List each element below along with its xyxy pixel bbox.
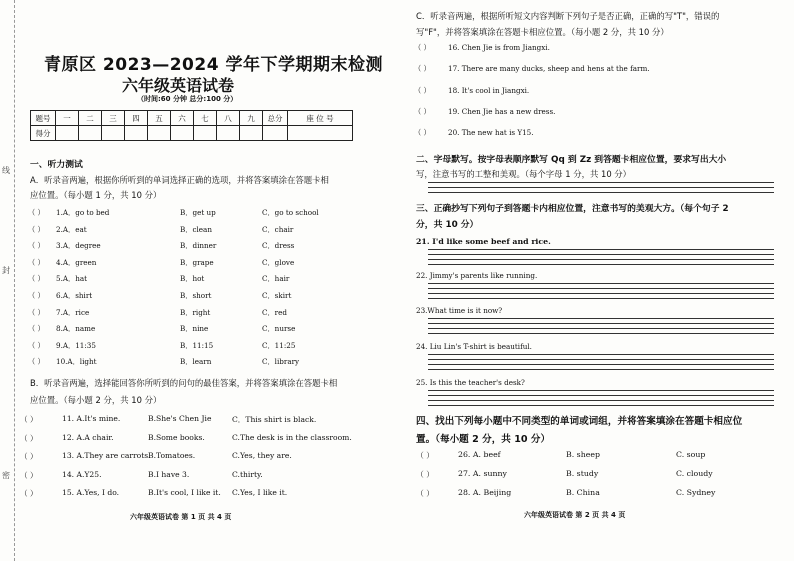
option-c: C．hair [262,274,290,283]
writing-line [428,249,774,250]
score-cell: 七 [194,111,217,126]
writing-line [428,192,774,193]
answer-bracket[interactable]: （ ） [28,241,45,250]
writing-line [428,298,774,299]
statement: 16. Chen Jie is from Jiangxi. [448,43,550,52]
option-a: 4.A．green [56,258,97,267]
sentence-21: 21. I'd like some beef and rice. [416,237,551,246]
option-c: C．nurse [262,324,296,333]
writing-line [428,359,774,360]
statement: 19. Chen Jie has a new dress. [448,107,556,116]
option-b: B. study [566,469,599,478]
score-cell: 六 [171,111,194,126]
section1-title: 一、听力测试 [30,160,83,170]
side-char-line: 线 [2,166,10,175]
option-a: 14. A.Y25. [62,470,102,479]
option-a: 12. A.A chair. [62,433,114,442]
partC-instruction-line1: C．听录音两遍，根据所听短文内容判断下列句子是否正确，正确的写"T"，错误的 [416,11,720,21]
score-cell: 二 [79,111,102,126]
partC-instruction-line2: 写"F"，并将答案填涂在答题卡相应位置。（每小题 2 分，共 10 分） [416,27,669,37]
answer-bracket[interactable]: （ ） [414,107,431,116]
answer-bracket[interactable]: （ ） [414,43,431,52]
answer-bracket[interactable]: （ ） [20,415,38,424]
score-table-header-row [31,111,353,126]
option-c: C．red [262,308,287,317]
option-a: 2.A．eat [56,225,87,234]
score-cell: 题号 [31,111,56,126]
writing-line [428,323,774,324]
option-b: B.She's Chen Jie [148,414,212,423]
option-b: B．11:15 [180,341,214,350]
option-c: C．go to school [262,208,319,217]
option-c: C．11:25 [262,341,296,350]
option-b: B．right [180,308,211,317]
option-a: 26. A. beef [458,450,501,459]
score-cell: 九 [240,111,263,126]
option-c: C.Yes, they are. [232,451,292,460]
writing-line [428,333,774,334]
seat-number-blank[interactable] [288,126,353,141]
option-c: C. soup [676,450,706,459]
option-b: B.It's cool, I like it. [148,488,221,497]
statement: 17. There are many ducks, sheep and hens at the farm. [448,64,650,73]
score-cell: 一 [56,111,79,126]
partA-instruction-line2: 应位置。（每小题 1 分，共 10 分） [30,190,162,200]
sentence-24: 24. Liu Lin's T-shirt is beautiful. [416,342,532,351]
answer-bracket[interactable]: （ ） [416,489,435,498]
writing-line [428,390,774,391]
section3-line2: 分，共 10 分） [416,220,479,230]
option-a: 28. A. Beijing [458,488,512,497]
writing-line [428,364,774,365]
answer-bracket[interactable]: （ ） [416,451,435,460]
partB-instruction-line2: 应位置。（每小题 2 分，共 10 分） [30,395,162,405]
option-c: C．chair [262,225,294,234]
exam-title: 青原区 2023—2024 学年下学期期末检测 [44,55,383,75]
writing-line [428,405,774,406]
option-a: 15. A.Yes, I do. [62,488,120,497]
option-b: B.I have 3. [148,470,190,479]
answer-bracket[interactable]: （ ） [28,225,45,234]
option-a: 3.A．degree [56,241,101,250]
writing-line [428,328,774,329]
answer-bracket[interactable]: （ ） [28,274,45,283]
answer-bracket[interactable]: （ ） [416,470,435,479]
section2-line2: 写，注意书写的工整和美观。（每个字母 1 分，共 10 分） [416,169,632,179]
writing-line [428,400,774,401]
score-cell: 四 [125,111,148,126]
writing-line [428,354,774,355]
option-c: C. Sydney [676,488,716,497]
page1-footer: 六年级英语试卷 第 1 页 共 4 页 [130,513,232,521]
option-b: B．get up [180,208,216,217]
side-char-seal: 封 [2,266,10,275]
statement: 20. The new hat is Y15. [448,128,534,137]
sentence-25: 25. Is this the teacher's desk? [416,378,525,387]
score-table-score-row [31,126,353,141]
answer-bracket[interactable]: （ ） [414,64,431,73]
option-c: C.thirty. [232,470,263,479]
side-char-secret: 密 [2,471,10,480]
option-c: C．dress [262,241,295,250]
option-b: B．grape [180,258,214,267]
writing-line [428,283,774,284]
answer-bracket[interactable]: （ ） [20,452,38,461]
score-cell: 八 [217,111,240,126]
option-c: C.The desk is in the classroom. [232,433,352,442]
option-b: B.Tomatoes. [148,451,196,460]
time-info: （时间:60 分钟 总分:100 分） [137,95,238,103]
score-blank[interactable] [263,126,288,141]
writing-line [428,395,774,396]
writing-line [428,288,774,289]
option-c: C.Yes, I like it. [232,488,288,497]
partB-instruction-line1: B．听录音两遍，选择能回答你所听到的问句的最佳答案，并将答案填涂在答题卡相 [30,378,338,388]
answer-bracket[interactable]: （ ） [20,489,38,498]
option-b: B．dinner [180,241,217,250]
answer-bracket[interactable]: （ ） [28,291,45,300]
option-a: 11. A.It's mine. [62,414,121,423]
seat-number-label: 座 位 号 [288,111,353,126]
statement: 18. It's cool in Jiangxi. [448,86,530,95]
score-blank[interactable] [148,126,171,141]
option-a: 27. A. sunny [458,469,507,478]
answer-bracket[interactable]: （ ） [28,308,45,317]
score-table [30,110,353,141]
sentence-23: 23.What time is it now? [416,306,503,315]
score-cell: 总分 [263,111,288,126]
writing-line [428,182,774,183]
option-b: B. sheep [566,450,600,459]
score-blank[interactable] [171,126,194,141]
answer-bracket[interactable]: （ ） [28,208,45,217]
score-blank[interactable] [79,126,102,141]
option-a: 8.A．name [56,324,96,333]
score-row-label: 得分 [31,126,56,141]
option-c: C．library [262,357,300,366]
answer-bracket[interactable]: （ ） [414,128,431,137]
answer-bracket[interactable]: （ ） [20,434,38,443]
sentence-22: 22. Jimmy's parents like running. [416,271,538,280]
score-cell: 五 [148,111,171,126]
option-b: B．clean [180,225,212,234]
writing-line [428,254,774,255]
score-blank[interactable] [56,126,79,141]
option-b: B．hot [180,274,205,283]
option-b: B.Some books. [148,433,205,442]
option-a: 13. A.They are carrots. [62,451,151,460]
section4-line1: 四、找出下列每小题中不同类型的单词或词组，并将答案填涂在答题卡相应位 [416,416,743,427]
option-a: 5.A．hat [56,274,88,283]
option-a: 6.A．shirt [56,291,93,300]
option-a: 7.A．rice [56,308,90,317]
score-blank[interactable] [194,126,217,141]
answer-bracket[interactable]: （ ） [20,471,38,480]
section3-line1: 三、正确抄写下列句子到答题卡内相应位置，注意书写的美观大方。（每个句子 2 [416,204,729,214]
option-b: B. China [566,488,600,497]
score-blank[interactable] [102,126,125,141]
section4-line2: 置。（每小题 2 分，共 10 分） [416,434,551,445]
option-c: C．This shirt is black. [232,415,317,424]
writing-line [428,293,774,294]
score-cell: 三 [102,111,125,126]
option-c: C. cloudy [676,469,713,478]
answer-bracket[interactable]: （ ） [28,324,45,333]
option-b: B．nine [180,324,209,333]
score-blank[interactable] [217,126,240,141]
page2-footer: 六年级英语试卷 第 2 页 共 4 页 [524,511,626,519]
writing-line [428,318,774,319]
writing-line [428,187,774,188]
option-b: B．short [180,291,212,300]
writing-line [428,264,774,265]
score-blank[interactable] [240,126,263,141]
option-b: B．learn [180,357,212,366]
exam-subtitle: 六年级英语试卷 [122,76,235,95]
option-a: 1.A．go to bed [56,208,110,217]
answer-bracket[interactable]: （ ） [28,258,45,267]
writing-line [428,369,774,370]
option-a: 9.A．11:35 [56,341,96,350]
answer-bracket[interactable]: （ ） [28,357,45,366]
section2-line1: 二、字母默写。按字母表顺序默写 Qq 到 Zz 到答题卡相应位置，要求写出大小 [416,155,727,165]
partA-instruction-line1: A．听录音两遍，根据你所听到的单词选择正确的选项，并将答案填涂在答题卡相 [30,175,329,185]
answer-bracket[interactable]: （ ） [28,341,45,350]
option-a: 10.A．light [56,357,97,366]
option-c: C．skirt [262,291,292,300]
score-blank[interactable] [125,126,148,141]
option-c: C．glove [262,258,295,267]
answer-bracket[interactable]: （ ） [414,86,431,95]
writing-line [428,259,774,260]
